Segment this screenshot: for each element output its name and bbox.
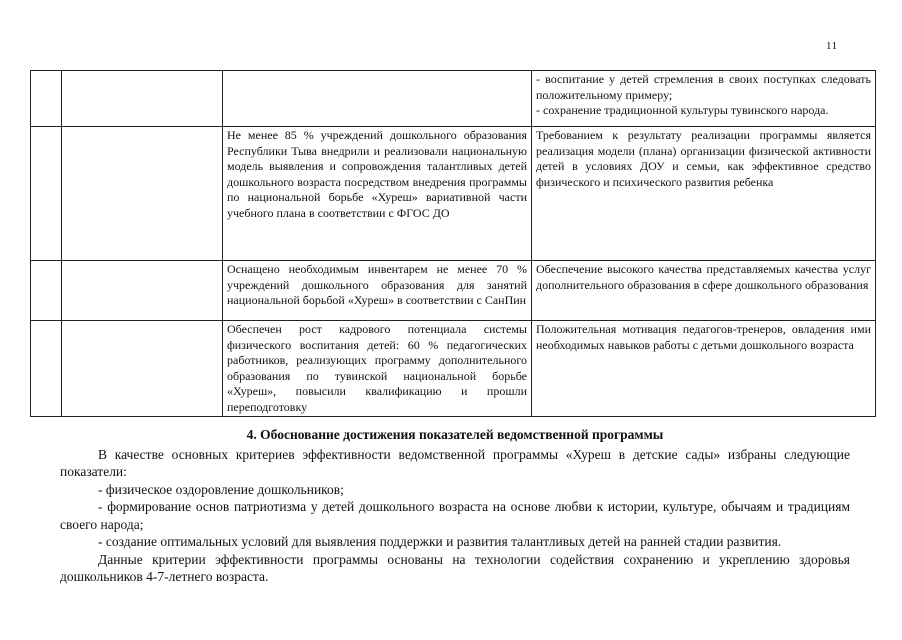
table-cell-empty xyxy=(62,71,223,127)
page-number: 11 xyxy=(826,40,838,52)
table-row xyxy=(31,71,876,127)
result-line: Обеспечение высокого качества представляемых качества услуг дополнительного образования в сфере дошкольного образования xyxy=(536,262,871,292)
indicator-cell xyxy=(223,71,532,127)
table-row xyxy=(31,127,876,261)
section-heading: 4. Обоснование достижения показателей ведомственной программы xyxy=(246,427,664,442)
table-cell-empty xyxy=(31,127,62,261)
table-cell-empty xyxy=(62,127,223,261)
result-line: Положительная мотивация педагогов-тренеров, овладения ими необходимых навыков работы с детьми дошкольного возраста xyxy=(536,322,871,352)
indicator-cell: Обеспечен рост кадрового потенциала системы физического воспитания детей: 60 % педагогических работников, реализующих программу дополнительного образования по тувинской национальной борьбе «Хуреш», повысили квалификацию и прошли переподготовку xyxy=(223,321,532,417)
indicators-table xyxy=(30,70,876,417)
closing-paragraph: Данные критерии эффективности программы основаны на технологии содействия сохранению и укреплению здоровья дошкольников 4-7-летнего возраста. xyxy=(60,551,850,584)
table-cell-empty xyxy=(62,321,223,417)
table-cell-empty xyxy=(31,321,62,417)
result-cell xyxy=(532,127,876,261)
result-cell xyxy=(532,321,876,417)
table-cell-empty xyxy=(31,261,62,321)
result-line: Требованием к результату реализации программы является реализация модели (плана) организации физической активности детей в условиях ДОУ и семьи, как эффективное средство физического и психического развития ребенка xyxy=(536,128,871,189)
table-row xyxy=(31,261,876,321)
intro-paragraph: В качестве основных критериев эффективности ведомственной программы «Хуреш в детские сады» избраны следующие показатели: xyxy=(60,446,850,479)
result-line: - воспитание у детей стремления в своих поступках следовать положительному примеру; xyxy=(536,72,871,102)
table-cell-empty xyxy=(31,71,62,127)
indicator-cell: Оснащено необходимым инвентарем не менее 70 % учреждений дошкольного образования для занятий национальной борьбой «Хуреш» в соответствии с СанПин xyxy=(223,261,532,321)
indicator-cell: Не менее 85 % учреждений дошкольного образования Республики Тыва внедрили и реализовали национальную модель выявления и сопровождения талантливых детей дошкольного возраста посредством внедрения программы по национальной борьбе «Хуреш» вариативной части учебного плана в соответствии с ФГОС ДО xyxy=(223,127,532,261)
criterion-item: - создание оптимальных условий для выявления поддержки и развития талантливых детей на ранней стадии развития. xyxy=(98,534,782,549)
result-cell xyxy=(532,71,876,127)
result-line: - сохранение традиционной культуры тувинского народа. xyxy=(536,103,829,117)
table-row xyxy=(31,321,876,417)
section-4 xyxy=(60,426,850,586)
criterion-item: - формирование основ патриотизма у детей дошкольного возраста на основе любви к истории, культуре, обычаям и традициям своего народа; xyxy=(60,499,850,532)
result-cell xyxy=(532,261,876,321)
criterion-item: - физическое оздоровление дошкольников; xyxy=(98,481,344,497)
table-cell-empty xyxy=(62,261,223,321)
